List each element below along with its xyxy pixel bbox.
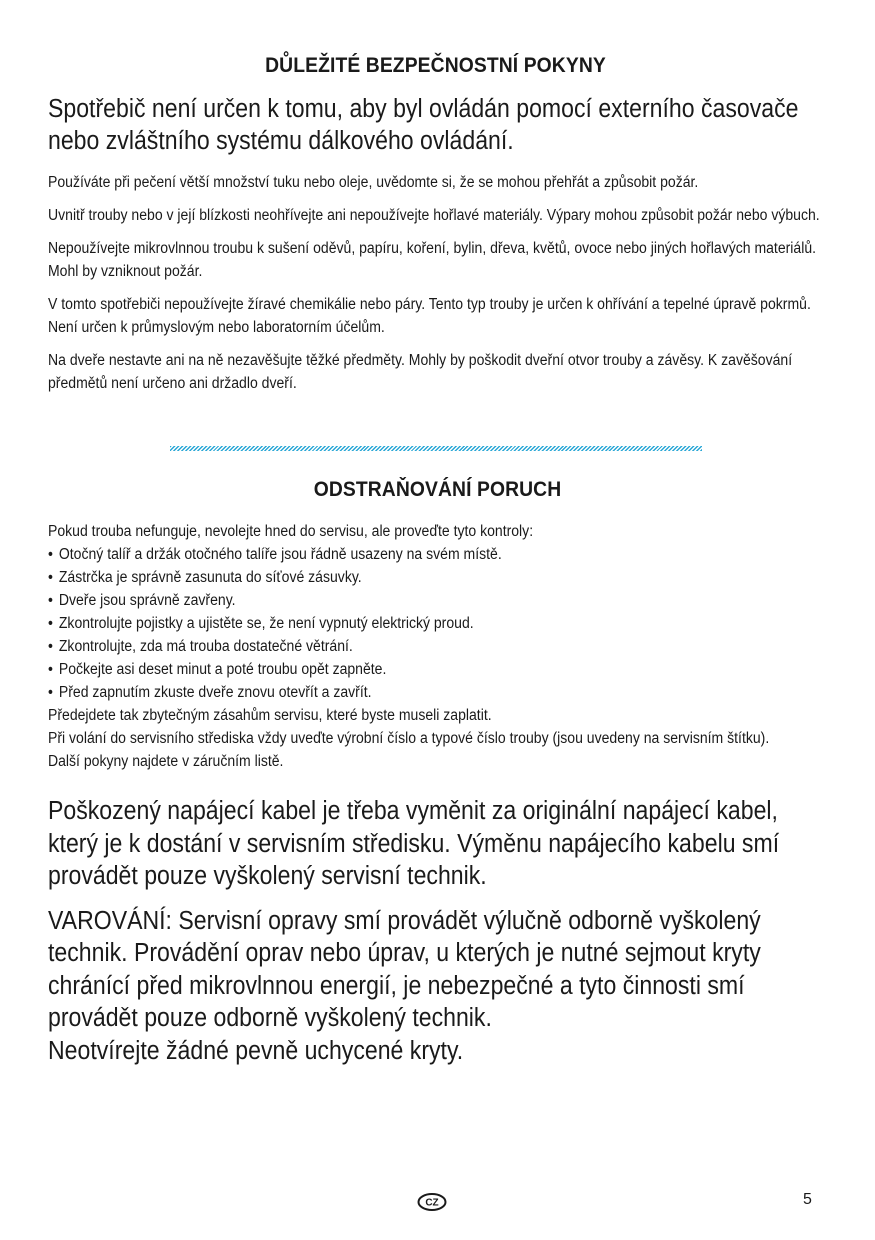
bullet: • xyxy=(48,569,53,586)
list-item: • Otočný talíř a držák otočného talíře jsou řádně usazeny na svém místě. xyxy=(48,543,826,566)
bullet: • xyxy=(48,615,53,632)
troubleshooting-intro: Pokud trouba nefunguje, nevolejte hned do servisu, ale proveďte tyto kontroly: xyxy=(48,523,534,540)
troubleshooting-note: Další pokyny najdete v záručním listě. xyxy=(48,753,284,770)
list-item: • Zkontrolujte pojistky a ujistěte se, že není vypnutý elektrický proud. xyxy=(48,612,826,635)
bullet: • xyxy=(48,546,53,563)
cz-language-icon xyxy=(417,1192,447,1212)
troubleshooting-note: Předejdete tak zbytečným zásahům servisu, které byste museli zaplatit. xyxy=(48,707,492,724)
troubleshooting-title-wrap xyxy=(0,475,875,505)
section-divider xyxy=(170,446,702,451)
list-item: • Zástrčka je správně zasunuta do síťové zásuvky. xyxy=(48,566,826,589)
cable-note: Poškozený napájecí kabel je třeba vyměnit za originální napájecí kabel, který je k dostání v servisním středisku. Výměnu napájecího kabelu smí provádět pouze vyškolený servisní technik. xyxy=(48,797,780,890)
checklist xyxy=(48,543,826,704)
safety-paragraph: Používáte při pečení větší množství tuku nebo oleje, uvědomte si, že se mohou přehřát a způsobit požár. xyxy=(48,174,699,191)
list-item: • Dveře jsou správně zavřeny. xyxy=(48,589,826,612)
troubleshooting-note: Při volání do servisního střediska vždy uveďte výrobní číslo a typové číslo trouby (jsou uvedeny na servisním štítku). xyxy=(48,730,770,747)
troubleshooting-section xyxy=(48,520,823,1067)
page-number: 5 xyxy=(803,1191,812,1208)
covers-note: Neotvírejte žádné pevně uchycené kryty. xyxy=(48,1036,464,1065)
list-item: • Počkejte asi deset minut a poté troubu opět zapněte. xyxy=(48,658,826,681)
safety-section xyxy=(48,51,823,395)
troubleshooting-title: ODSTRAŇOVÁNÍ PORUCH xyxy=(313,478,562,501)
safety-paragraph: Uvnitř trouby nebo v její blízkosti neohřívejte ani nepoužívejte hořlavé materiály. Výpary mohou způsobit požár nebo výbuch. xyxy=(48,207,820,224)
language-badge-text: CZ xyxy=(425,1197,439,1209)
warning-note: VAROVÁNÍ: Servisní opravy smí provádět výlučně odborně vyškolený technik. Provádění oprav nebo úprav, u kterých je nutné sejmout kryty chránící před mikrovlnnou energií, je nebezpečné a tyto činnosti smí provádět pouze odborně vyškolený technik. xyxy=(48,906,761,1032)
list-item: • Před zapnutím zkuste dveře znovu otevřít a zavřít. xyxy=(48,681,826,704)
bullet: • xyxy=(48,661,53,678)
safety-paragraph: Na dveře nestavte ani na ně nezavěšujte těžké předměty. Mohly by poškodit dveřní otvor trouby a závěsy. K zavěšování předmětů není určeno ani držadlo dveří. xyxy=(48,352,793,392)
safety-paragraph: Nepoužívejte mikrovlnnou troubu k sušení oděvů, papíru, koření, bylin, dřeva, květů, ovoce nebo jiných hořlavých materiálů. Mohl by vzniknout požár. xyxy=(48,240,817,280)
bullet: • xyxy=(48,684,53,701)
safety-title: DŮLEŽITÉ BEZPEČNOSTNÍ POKYNY xyxy=(265,54,606,77)
list-item: • Zkontrolujte, zda má trouba dostatečné větrání. xyxy=(48,635,826,658)
bullet: • xyxy=(48,592,53,609)
bullet: • xyxy=(48,638,53,655)
safety-lead: Spotřebič není určen k tomu, aby byl ovládán pomocí externího časovače nebo zvláštního systému dálkového ovládání. xyxy=(48,95,799,155)
safety-paragraph: V tomto spotřebiči nepoužívejte žíravé chemikálie nebo páry. Tento typ trouby je určen k ohřívání a tepelné úpravě pokrmů. Není určen k průmyslovým nebo laboratorním účelům. xyxy=(48,296,811,336)
